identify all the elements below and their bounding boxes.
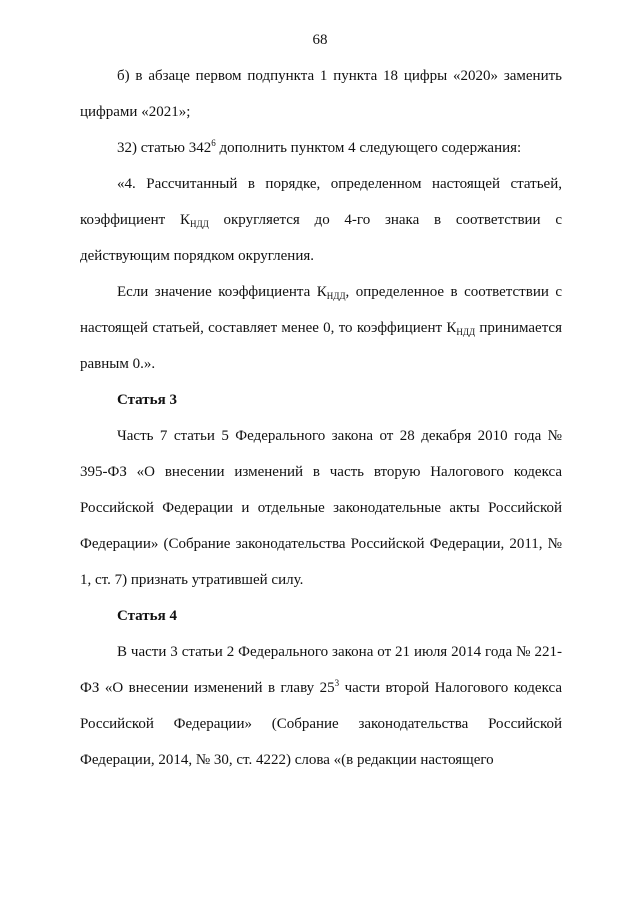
paragraph-text: дополнить пунктом 4 следующего содержания: <box>215 140 522 156</box>
subscript: НДД <box>189 219 209 229</box>
paragraph-coefficient-value <box>80 274 562 382</box>
heading-article-4: Статья 4 <box>117 608 177 624</box>
paragraph-text: В части 3 статьи 2 Федерального закона от 21 июля 2014 года № 221-ФЗ «О внесении изменений в главу 25 <box>80 644 562 696</box>
document-body <box>80 58 562 778</box>
subscript: НДД <box>326 291 346 301</box>
paragraph-article-3 <box>80 418 562 598</box>
paragraph-text: б) в абзаце первом подпункта 1 пункта 18 цифры «2020» заменить цифрами «2021»; <box>80 68 562 120</box>
paragraph-text: Часть 7 статьи 5 Федерального закона от 28 декабря 2010 года № 395-ФЗ «О внесении изменений в часть вторую Налогового кодекса Российской Федерации и отдельные законодательные акты Российской Федерации» (Собрание законодательства Российской Федерации, 2011, № 1, ст. 7) признать утратившей силу. <box>80 428 562 588</box>
paragraph-text: части второй Налогового кодекса Российской Федерации» (Собрание законодательства Российской Федерации, 2014, № 30, ст. 4222) слова «(в редакции настоящего <box>80 680 563 768</box>
paragraph-article-342-6 <box>80 130 562 166</box>
page-number: 68 <box>312 32 328 48</box>
paragraph-article-4 <box>80 634 562 778</box>
paragraph-point-4 <box>80 166 562 274</box>
paragraph-text: принимается равным 0.». <box>80 320 562 372</box>
superscript: 6 <box>211 138 216 148</box>
subscript: НДД <box>456 327 476 337</box>
heading-article-3: Статья 3 <box>117 392 177 408</box>
paragraph-text: «4. Рассчитанный в порядке, определенном настоящей статьей, коэффициент К <box>80 176 562 228</box>
paragraph-subpoint-b <box>80 58 562 130</box>
paragraph-text: Если значение коэффициента К <box>117 284 327 300</box>
paragraph-text: , определенное в соответствии с настоящей статьей, составляет менее 0, то коэффициент К <box>80 284 563 336</box>
superscript: 3 <box>334 678 340 688</box>
paragraph-text: округляется до 4-го знака в соответствии с действующим порядком округления. <box>80 212 562 264</box>
paragraph-text: 32) статью 342 <box>117 140 212 156</box>
